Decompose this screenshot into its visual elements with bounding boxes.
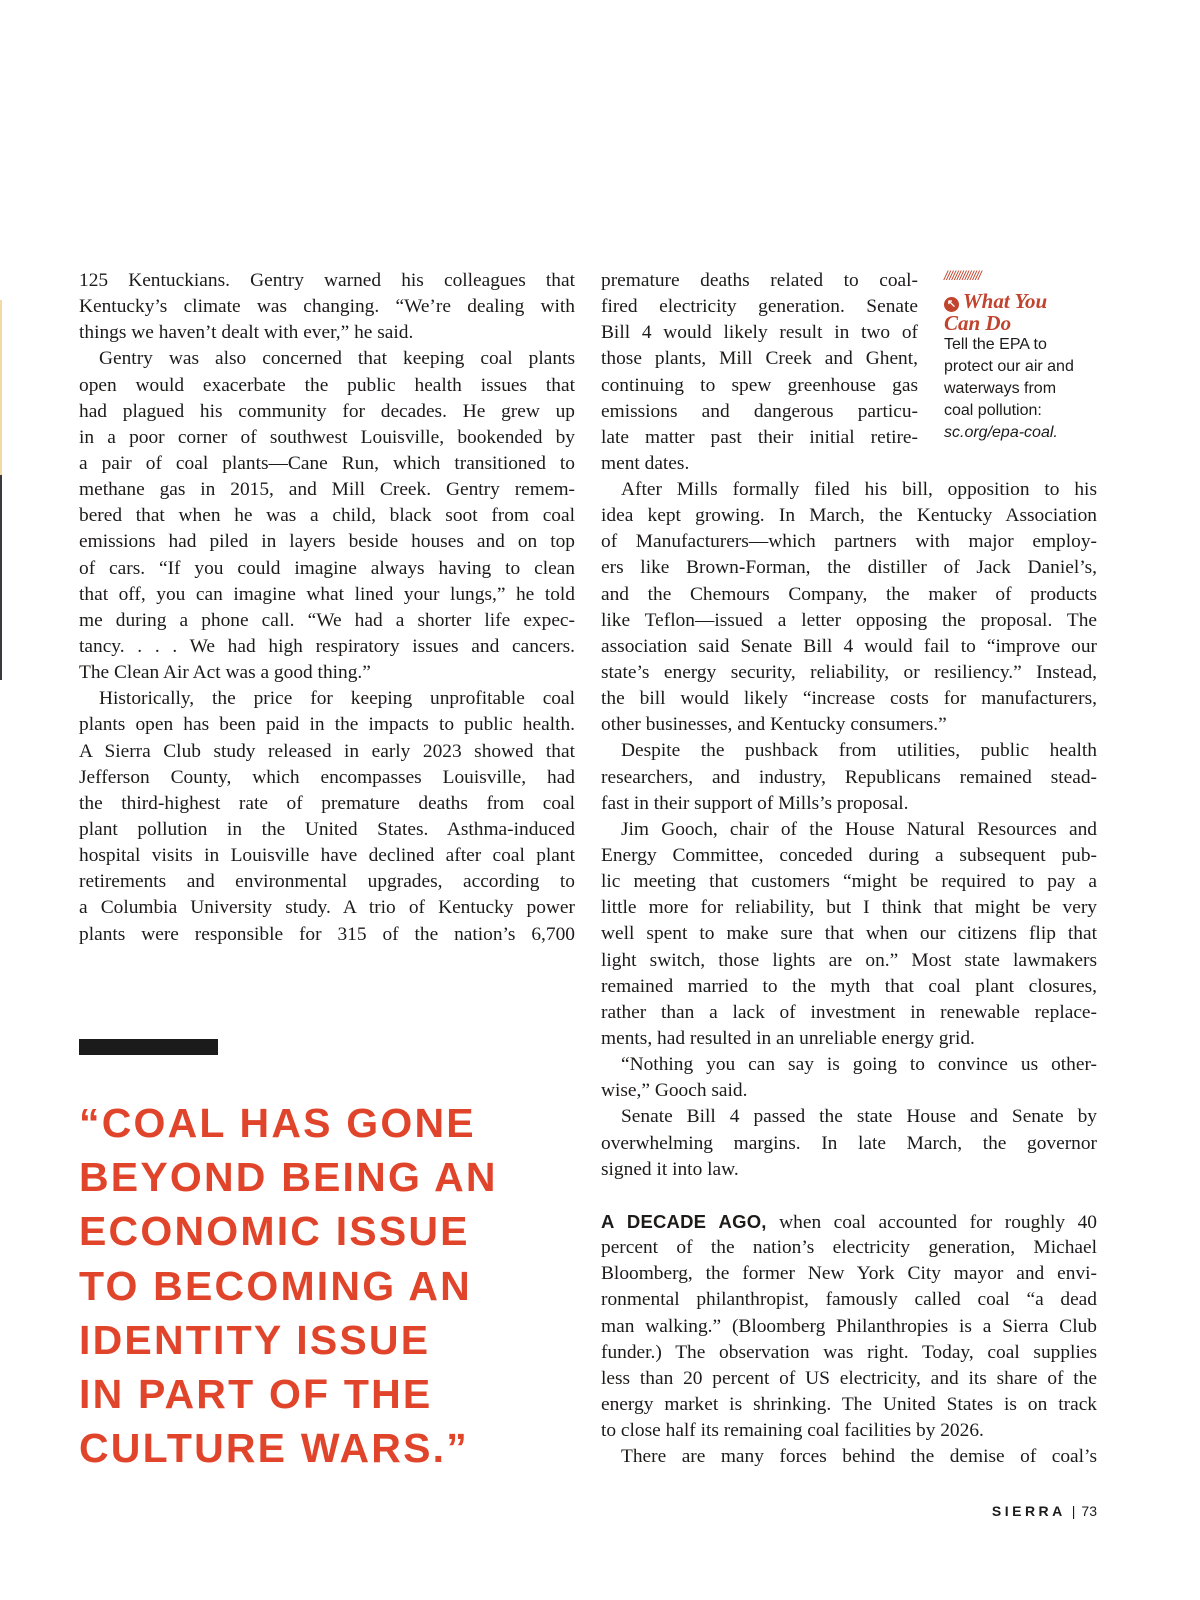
- right-column-narrow: [601, 268, 918, 477]
- paragraph-spacer: [601, 1183, 1097, 1209]
- pull-quote-line: IN PART OF THE: [79, 1371, 433, 1418]
- body-text-line: of Manufacturers—which partners with major employ-: [601, 531, 1097, 553]
- body-text-line: plant pollution in the United States. Asthma-induced: [79, 818, 575, 840]
- right-column: [601, 477, 1097, 1470]
- sidebar-body-line: coal pollution:: [944, 402, 1042, 419]
- body-text-line: “Nothing you can say is going to convince us other-: [621, 1054, 1097, 1076]
- body-text-line: retirements and environmental upgrades, according to: [79, 871, 575, 893]
- sidebar-body-line: waterways from: [944, 380, 1057, 397]
- body-text-line: other businesses, and Kentucky consumers.”: [601, 714, 947, 736]
- body-text-line: in a poor corner of southwest Louisville, bookended by: [79, 426, 575, 448]
- body-text-line: late matter past their initial retire-: [601, 426, 918, 448]
- body-text-line: had plagued his community for decades. He grew up: [79, 400, 575, 422]
- pull-quote-line: IDENTITY ISSUE: [79, 1316, 431, 1363]
- page-number: 73: [1081, 1503, 1097, 1519]
- sidebar-body-line: Tell the EPA to: [944, 336, 1047, 353]
- what-you-can-do-sidebar: [944, 268, 1114, 444]
- body-text-line: percent of the nation’s electricity generation, Michael: [601, 1237, 1097, 1259]
- sidebar-link[interactable]: sc.org/epa-coal.: [944, 424, 1058, 441]
- body-text-line: energy market is shrinking. The United States is on track: [601, 1393, 1097, 1415]
- body-text-line: Jim Gooch, chair of the House Natural Resources and: [621, 818, 1097, 840]
- body-text-line: hospital visits in Louisville have declined after coal plant: [79, 845, 575, 867]
- body-text-line: The Clean Air Act was a good thing.”: [79, 662, 371, 684]
- body-text-line: Historically, the price for keeping unprofitable coal: [99, 688, 575, 710]
- body-text-line: me during a phone call. “We had a shorter life expec-: [79, 609, 575, 631]
- body-text-line: ment dates.: [601, 452, 690, 474]
- body-text-line: rather than a lack of investment in renewable replace-: [601, 1001, 1097, 1023]
- body-text-line: things we haven’t dealt with ever,” he said.: [79, 322, 414, 344]
- body-text-line: like Teflon—issued a letter opposing the proposal. The: [601, 609, 1097, 631]
- body-text-line: Gentry was also concerned that keeping coal plants: [99, 348, 575, 370]
- page-edge-strip: [0, 475, 2, 680]
- pull-quote-line: “COAL HAS GONE: [79, 1100, 476, 1146]
- body-text-line: tancy. . . . We had high respiratory issues and cancers.: [79, 635, 575, 657]
- body-text-line: well spent to make sure that when our citizens flip that: [601, 923, 1097, 945]
- body-text-line: ments, had resulted in an unreliable energy grid.: [601, 1027, 975, 1049]
- sidebar-rule: //////////////: [944, 268, 981, 283]
- magazine-name: SIERRA: [991, 1503, 1066, 1519]
- body-text-line: plants open has been paid in the impacts to public health.: [79, 714, 575, 736]
- pull-quote-line: CULTURE WARS.”: [79, 1425, 469, 1472]
- sidebar-heading-line: What You: [963, 289, 1048, 313]
- body-text-line: a pair of coal plants—Cane Run, which transitioned to: [79, 452, 575, 474]
- body-text-line: researchers, and industry, Republicans remained stead-: [601, 766, 1097, 788]
- body-text-line: Kentucky’s climate was changing. “We’re dealing with: [79, 296, 575, 318]
- body-text: when coal accounted for roughly 40: [766, 1211, 1097, 1233]
- body-text-line: and the Chemours Company, the maker of products: [601, 583, 1097, 605]
- body-text-line: remained married to the myth that coal plant closures,: [601, 975, 1097, 997]
- left-column: [79, 268, 575, 948]
- body-text-line: less than 20 percent of US electricity, and its share of the: [601, 1367, 1097, 1389]
- body-text-line: Bill 4 would likely result in two of: [601, 322, 918, 344]
- body-text-line: open would exacerbate the public health issues that: [79, 374, 575, 396]
- body-text-line: lic meeting that customers “might be required to pay a: [601, 871, 1097, 893]
- body-text-line: Senate Bill 4 passed the state House and Senate by: [621, 1106, 1097, 1128]
- body-text-line: emissions and dangerous particu-: [601, 400, 918, 422]
- body-text-line: fired electricity generation. Senate: [601, 296, 918, 318]
- body-text-line: A Sierra Club study released in early 2023 showed that: [79, 740, 575, 762]
- body-text-line: continuing to spew greenhouse gas: [601, 374, 918, 396]
- arrow-circle-icon: ↖: [944, 297, 959, 312]
- body-text-line: Despite the pushback from utilities, public health: [621, 740, 1097, 762]
- body-text-line: idea kept growing. In March, the Kentucky Association: [601, 505, 1097, 527]
- footer-separator: |: [1071, 1503, 1076, 1519]
- body-text-line: Bloomberg, the former New York City mayor and envi-: [601, 1263, 1097, 1285]
- section-lead-in: A DECADE AGO,: [601, 1210, 767, 1232]
- body-text-line: fast in their support of Mills’s proposal.: [601, 792, 909, 814]
- body-text-line: ronmental philanthropist, famously called coal “a dead: [601, 1289, 1097, 1311]
- body-text-line: man walking.” (Bloomberg Philanthropies is a Sierra Club: [601, 1315, 1097, 1337]
- body-text-line: bered that when he was a child, black soot from coal: [79, 505, 575, 527]
- body-text-line: the bill would likely “increase costs for manufacturers,: [601, 688, 1097, 710]
- sidebar-body-line: protect our air and: [944, 358, 1074, 375]
- body-text-line: that off, you can imagine what lined your lungs,” he told: [79, 583, 575, 605]
- body-text-line: signed it into law.: [601, 1158, 739, 1180]
- sidebar-heading-line: Can Do: [944, 311, 1012, 335]
- body-text-line: those plants, Mill Creek and Ghent,: [601, 348, 918, 370]
- body-text-line: After Mills formally filed his bill, opposition to his: [621, 479, 1097, 500]
- body-text-line: Energy Committee, conceded during a subsequent pub-: [601, 844, 1097, 866]
- body-text-line: premature deaths related to coal-: [601, 270, 918, 291]
- body-text-line: There are many forces behind the demise of coal’s: [621, 1446, 1097, 1468]
- body-text-line: little more for reliability, but I think that might be very: [601, 897, 1097, 919]
- body-text-line: of cars. “If you could imagine always having to clean: [79, 557, 575, 579]
- body-text-line: methane gas in 2015, and Mill Creek. Gentry remem-: [79, 479, 575, 501]
- page-edge-strip: [0, 300, 2, 475]
- body-text-line: association said Senate Bill 4 would fail to “improve our: [601, 635, 1097, 657]
- pull-quote-line: BEYOND BEING AN: [79, 1154, 498, 1201]
- sidebar-heading: [944, 290, 1114, 312]
- page-footer: [992, 1503, 1097, 1519]
- body-text-line: to close half its remaining coal facilities by 2026.: [601, 1420, 984, 1442]
- body-text-line: emissions had piled in layers beside houses and on top: [79, 531, 575, 553]
- body-text-line: [601, 1209, 1097, 1235]
- body-text-line: a Columbia University study. A trio of Kentucky power: [79, 897, 575, 919]
- pull-quote-line: TO BECOMING AN: [79, 1262, 472, 1309]
- body-text-line: wise,” Gooch said.: [601, 1080, 748, 1102]
- body-text-line: ers like Brown-Forman, the distiller of Jack Daniel’s,: [601, 557, 1097, 579]
- pull-quote-line: ECONOMIC ISSUE: [79, 1208, 470, 1255]
- body-text-line: state’s energy security, reliability, or resiliency.” Instead,: [601, 661, 1097, 683]
- pull-quote-rule: [79, 1039, 218, 1055]
- body-text-line: the third-highest rate of premature deaths from coal: [79, 792, 575, 814]
- body-text-line: funder.) The observation was right. Today, coal supplies: [601, 1341, 1097, 1363]
- pull-quote: [79, 1096, 559, 1475]
- body-text-line: light switch, those lights are on.” Most state lawmakers: [601, 949, 1097, 971]
- body-text-line: plants were responsible for 315 of the nation’s 6,700: [79, 923, 575, 945]
- body-text-line: Jefferson County, which encompasses Louisville, had: [79, 766, 575, 788]
- body-text-line: overwhelming margins. In late March, the governor: [601, 1132, 1097, 1154]
- body-text-line: 125 Kentuckians. Gentry warned his colleagues that: [79, 270, 575, 291]
